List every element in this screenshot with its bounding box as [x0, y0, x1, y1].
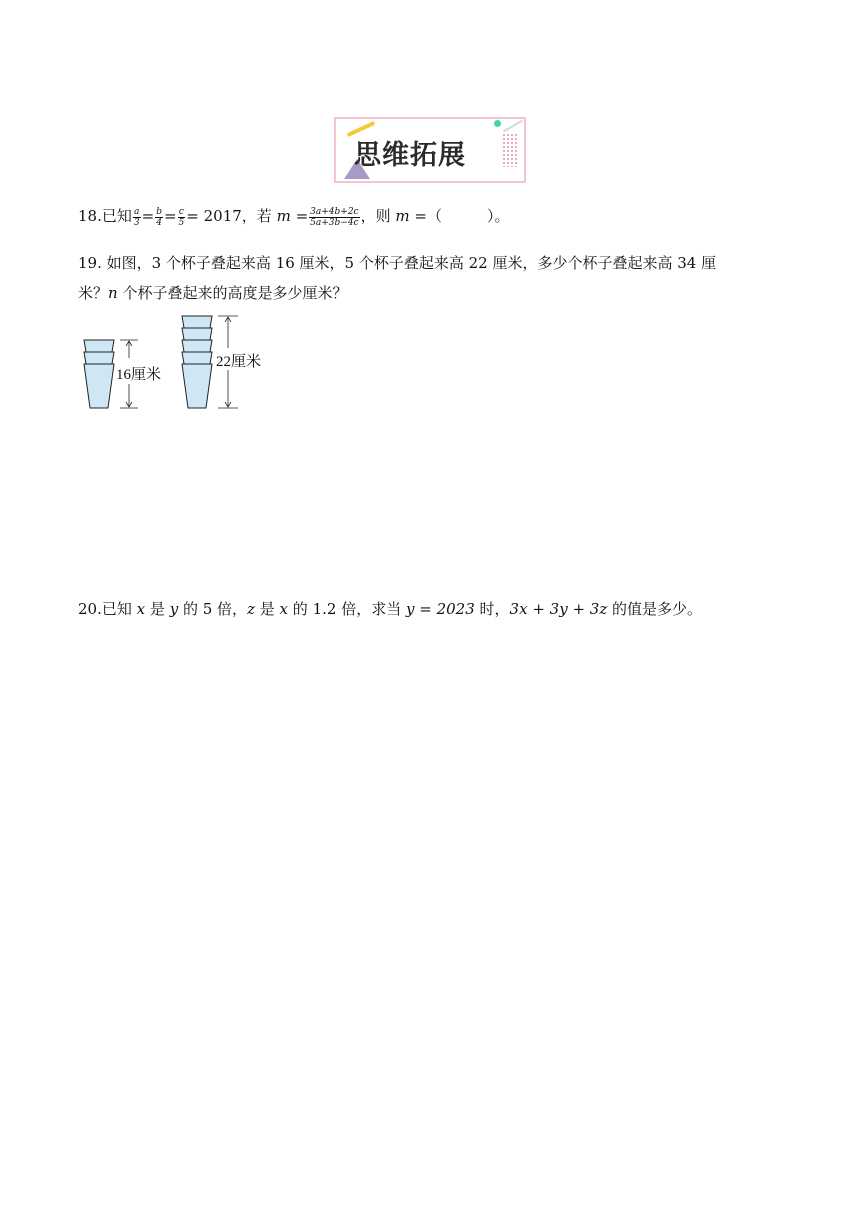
banner-decoration-dot: [494, 120, 501, 127]
cup-rim: [182, 340, 212, 352]
fraction-b-over-4: $\frac{b}{4}$: [156, 206, 162, 228]
variable-x: x: [136, 600, 146, 618]
variable-m: m: [395, 207, 410, 225]
cup-rim: [182, 316, 212, 328]
cup-stack-3: [84, 340, 114, 408]
q20-text: 的 5 倍，: [182, 600, 248, 618]
question-number: 20.: [78, 600, 102, 618]
question-18: [78, 205, 509, 228]
dimension-22cm: [216, 316, 261, 408]
cup-stack-5: [182, 316, 212, 408]
q20-text: 是: [149, 600, 165, 618]
section-banner: [334, 117, 526, 185]
q19-line2-prefix: 米？: [78, 284, 109, 302]
question-19-line-1: 19. 如图，3 个杯子叠起来高 16 厘米，5 个杯子叠起来高 22 厘米，多少个杯子叠起来高 34 厘: [78, 254, 717, 272]
question-19-line-2: [78, 282, 347, 304]
cups-figure: [80, 312, 280, 412]
variable-x: x: [279, 600, 289, 618]
banner-title: 思维拓展: [354, 140, 466, 171]
variable-m: m: [276, 207, 291, 225]
q20-text: 的值是多少。: [612, 600, 703, 618]
q19-line2-text: 个杯子叠起来的高度是多少厘米？: [117, 284, 348, 302]
q18-value-text: = 2017，若: [186, 207, 272, 225]
fraction-m-expression: $\frac{3a+4b+2c}{5a+3b-4c}$: [310, 206, 359, 228]
cup-body: [182, 364, 212, 408]
label-16cm: 16厘米: [116, 367, 162, 383]
cup-rim: [182, 352, 212, 364]
q20-text: 已知: [101, 600, 132, 618]
variable-n: n: [108, 284, 118, 302]
fraction-c-over-5: $\frac{c}{5}$: [178, 206, 185, 228]
label-22cm: 22厘米: [216, 354, 262, 370]
variable-z: z: [247, 600, 255, 618]
q18-then-text: ，则: [360, 207, 391, 225]
dimension-16cm: [116, 340, 161, 408]
equals-sign: =: [141, 207, 155, 225]
cup-rim: [84, 340, 114, 352]
expression-3x-3y-3z: 3x + 3y + 3z: [509, 600, 608, 618]
q20-text: 时，: [479, 600, 510, 618]
cup-rim: [84, 352, 114, 364]
q18-text-known: 已知: [101, 207, 132, 225]
answer-blank: =（ ）。: [414, 207, 510, 225]
q20-text: 的 1.2 倍，求当: [292, 600, 402, 618]
q20-text: 是: [259, 600, 275, 618]
variable-y: y: [169, 600, 179, 618]
fraction-a-over-3: $\frac{a}{3}$: [133, 206, 140, 228]
cup-body: [84, 364, 114, 408]
question-number: 18.: [78, 207, 102, 225]
question-20: [78, 598, 702, 620]
equals-sign: =: [163, 207, 177, 225]
equals-sign: =: [295, 207, 309, 225]
cup-rim: [182, 328, 212, 340]
cups-figure-svg: [80, 312, 280, 412]
equation-y: y = 2023: [405, 600, 475, 618]
